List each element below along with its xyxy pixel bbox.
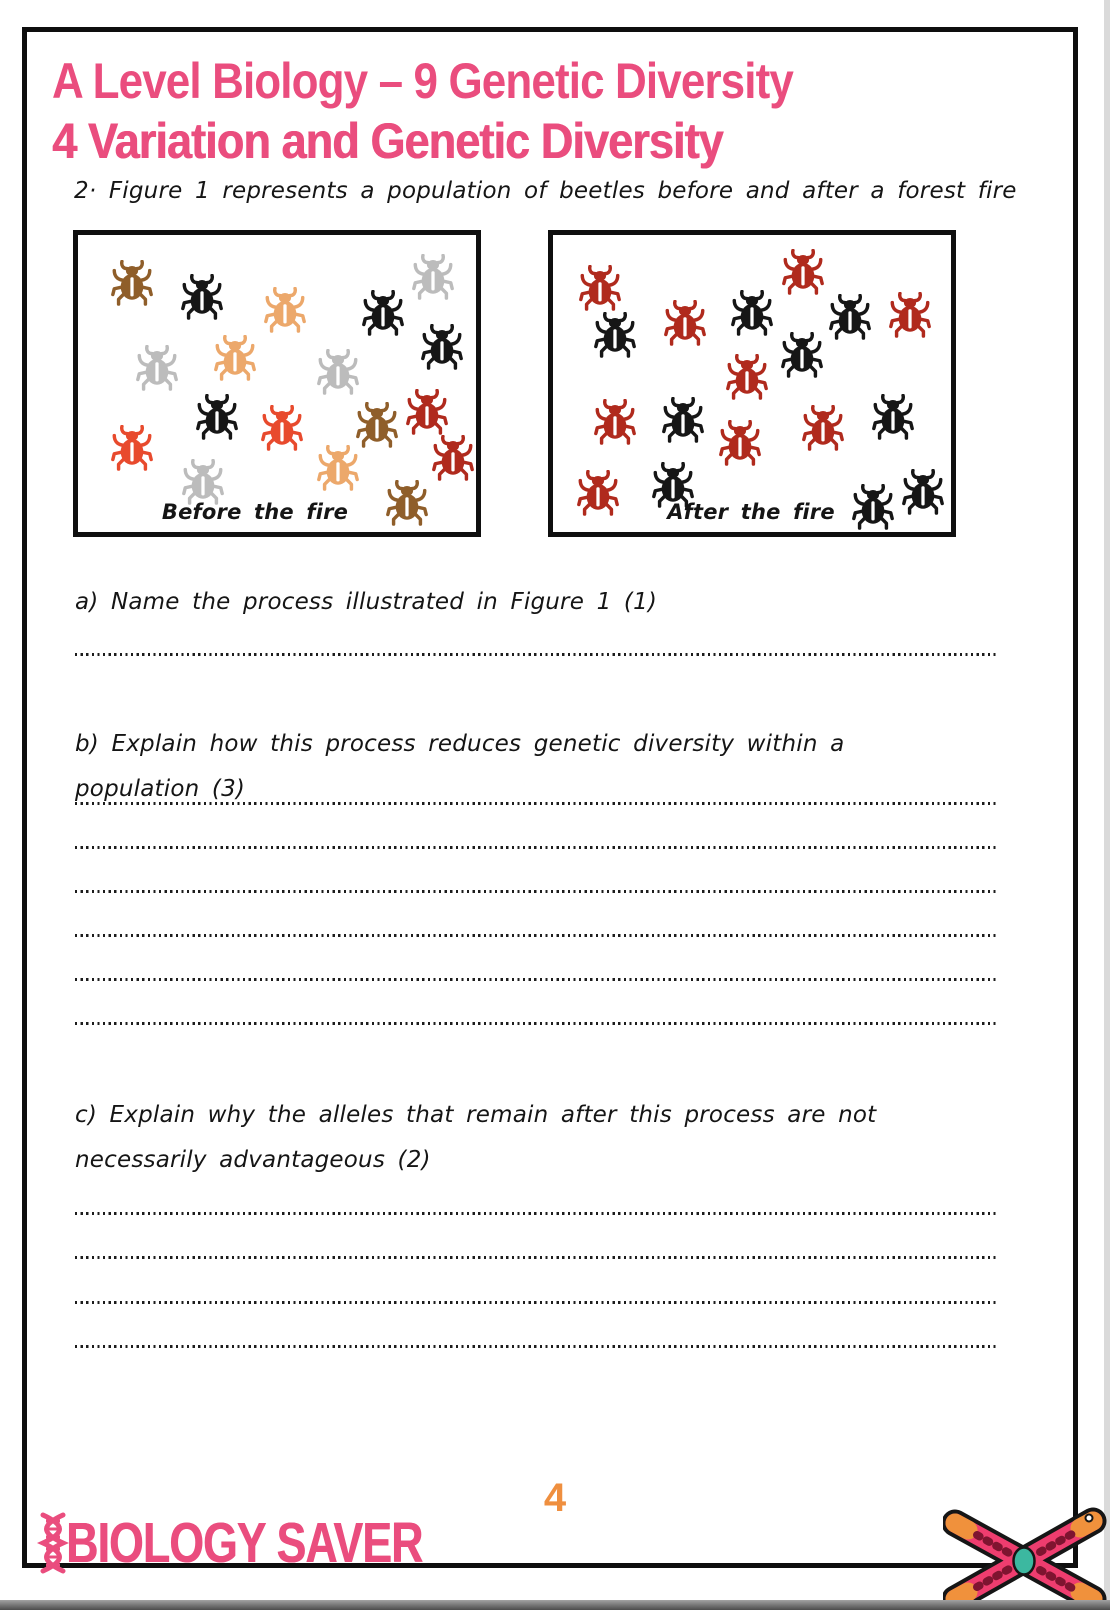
beetle-icon-darkred xyxy=(780,249,826,295)
beetle-icon-darkred xyxy=(592,399,638,445)
beetle-icon-black xyxy=(827,294,873,340)
beetle-icon-black xyxy=(779,332,825,378)
beetle-icon-gray xyxy=(134,345,180,391)
question-intro: 2· Figure 1 represents a population of beetles before and after a forest fire xyxy=(74,178,1017,204)
figure-box-before xyxy=(73,230,481,537)
answer-line xyxy=(75,1345,997,1348)
beetle-icon-brown xyxy=(384,480,430,526)
beetle-icon-red xyxy=(259,405,305,451)
logo-text: BIOLOGY SAVER xyxy=(66,1511,423,1575)
figure-label-after: After the fire xyxy=(667,500,835,524)
question-b-text: b) Explain how this process reduces genetic diversity within a population (3) xyxy=(75,731,845,802)
beetle-icon-black xyxy=(870,394,916,440)
answer-line xyxy=(75,1256,997,1259)
question-a-text: a) Name the process illustrated in Figure 1 (1) xyxy=(75,589,658,615)
beetle-icon-black xyxy=(660,397,706,443)
beetle-icon-darkred xyxy=(577,265,623,311)
answer-line xyxy=(75,1022,997,1025)
beetle-icon-black xyxy=(194,394,240,440)
beetle-icon-brown xyxy=(109,260,155,306)
beetle-icon-gray xyxy=(315,349,361,395)
page-number: 4 xyxy=(543,1476,567,1520)
answer-line xyxy=(75,978,997,981)
beetle-icon-tan xyxy=(212,335,258,381)
figure-label-before: Before the fire xyxy=(161,500,349,524)
beetle-icon-darkred xyxy=(724,354,770,400)
chromosome-icon xyxy=(943,1503,1110,1605)
beetle-icon-black xyxy=(360,290,406,336)
scan-edge-right xyxy=(1104,0,1110,1610)
page-subtitle: 4 Variation and Genetic Diversity xyxy=(52,113,723,169)
beetle-icon-darkred xyxy=(575,470,621,516)
answer-line xyxy=(75,653,997,656)
beetle-icon-darkred xyxy=(430,435,476,481)
answer-line xyxy=(75,934,997,937)
question-c-text: c) Explain why the alleles that remain after this process are not necessarily advantageous (2) xyxy=(75,1102,877,1173)
beetle-layer-before xyxy=(78,235,476,532)
beetle-icon-darkred xyxy=(887,292,933,338)
beetle-icon-black xyxy=(729,290,775,336)
beetle-icon-darkred xyxy=(717,420,763,466)
scan-edge-bottom xyxy=(0,1600,1110,1610)
beetle-icon-black xyxy=(592,312,638,358)
beetle-icon-darkred xyxy=(662,300,708,346)
figure-box-after xyxy=(548,230,956,537)
beetle-icon-black xyxy=(179,274,225,320)
beetle-icon-black xyxy=(419,324,465,370)
beetle-icon-tan xyxy=(262,287,308,333)
beetle-icon-red xyxy=(109,425,155,471)
biology-saver-logo xyxy=(34,1510,523,1576)
beetle-icon-darkred xyxy=(404,389,450,435)
answer-line xyxy=(75,802,997,805)
page-title: A Level Biology – 9 Genetic Diversity xyxy=(52,53,793,109)
beetle-icon-darkred xyxy=(800,405,846,451)
beetle-icon-gray xyxy=(180,459,226,505)
beetle-layer-after xyxy=(553,235,951,532)
answer-line xyxy=(75,890,997,893)
answer-line xyxy=(75,1212,997,1215)
beetle-icon-brown xyxy=(354,402,400,448)
beetle-icon-tan xyxy=(315,445,361,491)
beetle-icon-gray xyxy=(410,254,456,300)
answer-line xyxy=(75,1301,997,1304)
answer-line xyxy=(75,846,997,849)
beetle-icon-black xyxy=(850,484,896,530)
beetle-icon-black xyxy=(900,469,946,515)
